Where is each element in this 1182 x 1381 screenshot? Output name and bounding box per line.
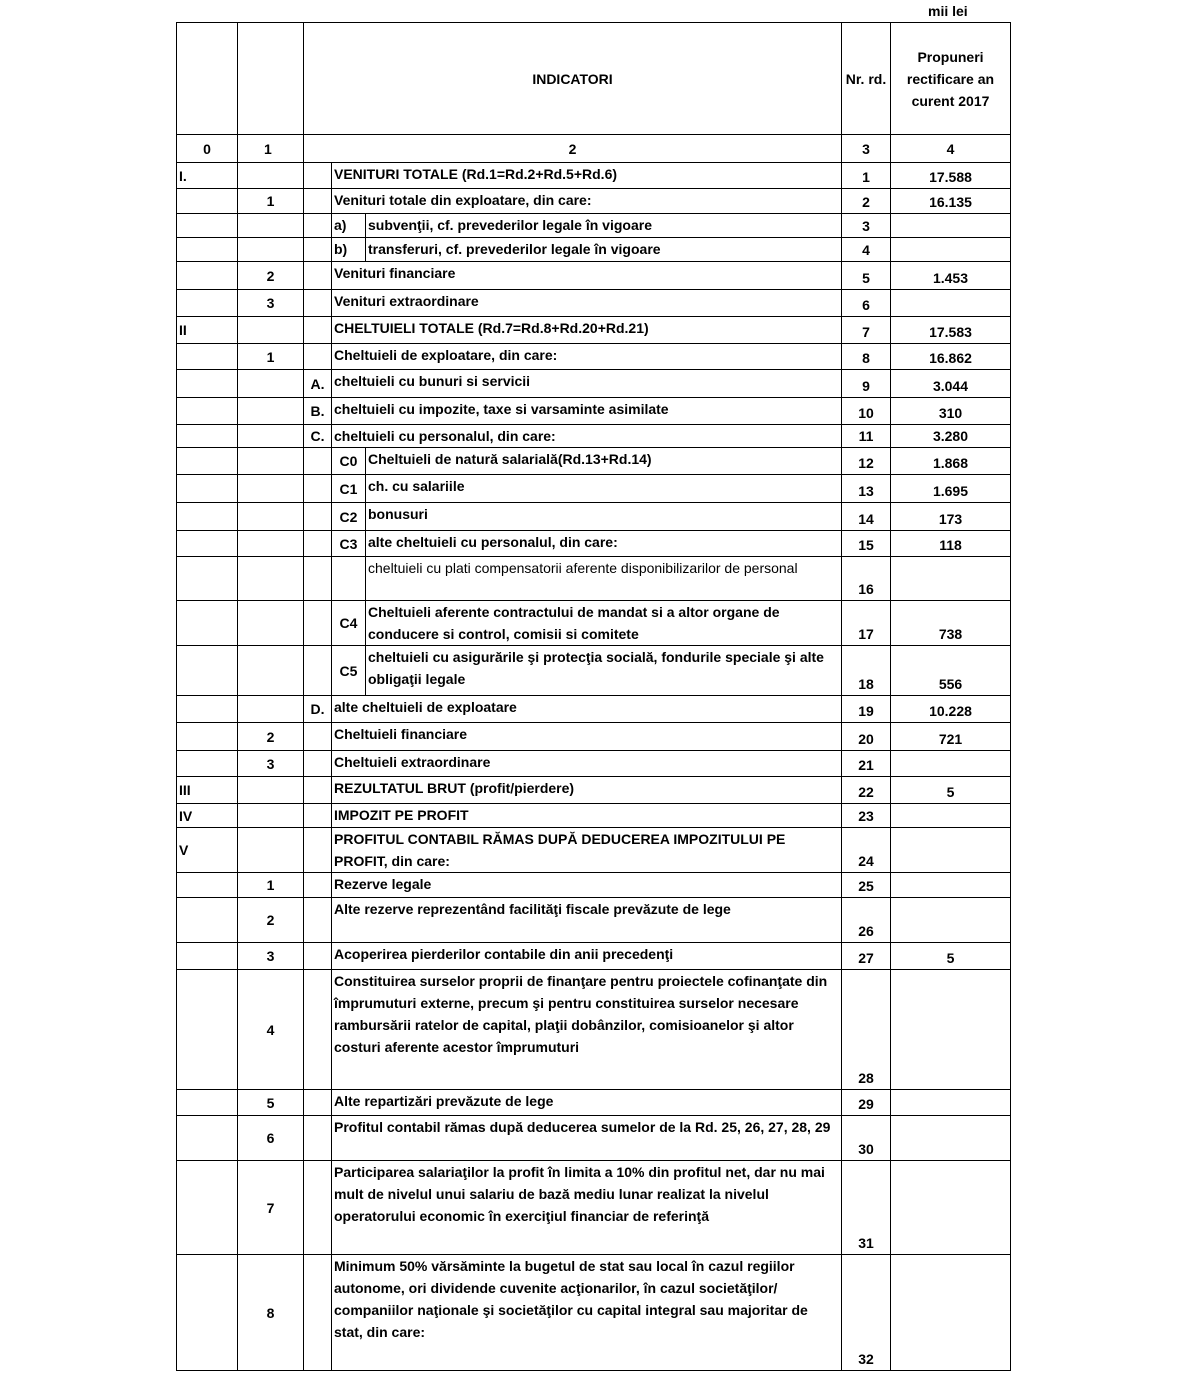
row-number: 15: [842, 531, 891, 557]
row-subsection: [238, 475, 304, 503]
budget-table: [176, 22, 1011, 1371]
row-subsection: 1: [238, 189, 304, 214]
row-section: [177, 646, 238, 696]
table-row: [177, 398, 1011, 425]
row-number: 30: [842, 1116, 891, 1161]
table-row: [177, 262, 1011, 290]
table-row: [177, 751, 1011, 777]
row-number: 27: [842, 943, 891, 970]
row-section: [177, 448, 238, 475]
row-number: 11: [842, 425, 891, 448]
header-row: [177, 23, 1011, 135]
row-empty: [304, 804, 332, 828]
row-value: 1.868: [891, 448, 1011, 475]
row-value: 556: [891, 646, 1011, 696]
row-empty: [304, 873, 332, 898]
row-indicator: IMPOZIT PE PROFIT: [332, 804, 842, 828]
table-row: [177, 1255, 1011, 1371]
row-value: 5: [891, 777, 1011, 804]
row-value: [891, 898, 1011, 943]
row-indicator: Alte rezerve reprezentând facilităţi fiscale prevăzute de lege: [332, 898, 842, 943]
row-number: 17: [842, 601, 891, 646]
header-indicatori: INDICATORI: [304, 23, 842, 135]
row-code: C2: [332, 503, 366, 531]
row-number: 13: [842, 475, 891, 503]
row-value: [891, 804, 1011, 828]
table-row: [177, 503, 1011, 531]
row-section: [177, 503, 238, 531]
row-code: C5: [332, 646, 366, 696]
row-value: 738: [891, 601, 1011, 646]
row-indicator: Minimum 50% vărsăminte la bugetul de stat sau local în cazul regiilor autonome, ori dividende cuvenite acţionarilor, în cazul societăţilor/ companiilor naţionale şi societăţilor cu capital integral sau majoritar de stat, din care:: [332, 1255, 842, 1371]
row-subsection: [238, 503, 304, 531]
row-number: 7: [842, 317, 891, 344]
row-code: C3: [332, 531, 366, 557]
row-indicator: cheltuieli cu bunuri si servicii: [332, 370, 842, 398]
row-empty: [304, 262, 332, 290]
col-index-3: 3: [842, 135, 891, 163]
row-empty: [304, 828, 332, 873]
row-value: 173: [891, 503, 1011, 531]
row-value: [891, 1161, 1011, 1255]
row-empty: [304, 1090, 332, 1116]
row-subsection: 4: [238, 970, 304, 1090]
row-section: I.: [177, 163, 238, 189]
table-row: [177, 163, 1011, 189]
row-indicator: VENITURI TOTALE (Rd.1=Rd.2+Rd.5+Rd.6): [332, 163, 842, 189]
row-value: 1.695: [891, 475, 1011, 503]
row-empty: [304, 344, 332, 370]
table-row: [177, 646, 1011, 696]
row-letter: [304, 503, 332, 531]
row-value: [891, 238, 1011, 262]
row-number: 28: [842, 970, 891, 1090]
row-subsection: [238, 238, 304, 262]
row-empty: [304, 751, 332, 777]
row-section: IV: [177, 804, 238, 828]
table-row: [177, 290, 1011, 317]
column-index-row: [177, 135, 1011, 163]
row-indicator: alte cheltuieli cu personalul, din care:: [366, 531, 842, 557]
col-index-1: 1: [238, 135, 304, 163]
col-index-4: 4: [891, 135, 1011, 163]
row-indicator: Cheltuieli extraordinare: [332, 751, 842, 777]
col-index-2: 2: [304, 135, 842, 163]
row-value: 1.453: [891, 262, 1011, 290]
row-value: 3.280: [891, 425, 1011, 448]
row-subsection: [238, 398, 304, 425]
row-indicator: Venituri totale din exploatare, din care:: [332, 189, 842, 214]
row-number: 6: [842, 290, 891, 317]
row-letter: [304, 646, 332, 696]
row-value: 17.583: [891, 317, 1011, 344]
row-value: [891, 1255, 1011, 1371]
row-subsection: 3: [238, 943, 304, 970]
table-row: [177, 1161, 1011, 1255]
row-indicator: CHELTUIELI TOTALE (Rd.7=Rd.8+Rd.20+Rd.21): [332, 317, 842, 344]
row-section: [177, 1090, 238, 1116]
row-section: [177, 751, 238, 777]
row-number: 4: [842, 238, 891, 262]
row-empty: [304, 317, 332, 344]
row-subsection: [238, 646, 304, 696]
row-section: [177, 214, 238, 238]
row-value: [891, 828, 1011, 873]
row-subsection: [238, 317, 304, 344]
row-letter: [304, 475, 332, 503]
row-subsection: [238, 214, 304, 238]
row-empty: [304, 943, 332, 970]
row-subsection: [238, 370, 304, 398]
row-number: 14: [842, 503, 891, 531]
row-number: 31: [842, 1161, 891, 1255]
row-value: [891, 970, 1011, 1090]
table-row: [177, 317, 1011, 344]
row-value: 16.135: [891, 189, 1011, 214]
row-number: 25: [842, 873, 891, 898]
row-section: [177, 238, 238, 262]
row-section: [177, 370, 238, 398]
row-section: [177, 189, 238, 214]
row-letter: A.: [304, 370, 332, 398]
row-empty: [304, 214, 332, 238]
row-number: 12: [842, 448, 891, 475]
row-indicator: cheltuieli cu asigurările şi protecţia socială, fondurile speciale şi alte obligaţii legale: [366, 646, 842, 696]
row-section: [177, 475, 238, 503]
row-indicator: Venituri financiare: [332, 262, 842, 290]
row-value: 721: [891, 723, 1011, 751]
row-empty: [304, 290, 332, 317]
header-nr-rd: Nr. rd.: [842, 23, 891, 135]
table-row: [177, 1090, 1011, 1116]
row-empty: [304, 1161, 332, 1255]
row-number: 2: [842, 189, 891, 214]
row-subsection: 8: [238, 1255, 304, 1371]
row-letter: b): [332, 238, 366, 262]
row-section: [177, 290, 238, 317]
row-subsection: [238, 777, 304, 804]
row-section: [177, 1116, 238, 1161]
row-section: [177, 262, 238, 290]
row-subsection: [238, 448, 304, 475]
row-indicator: transferuri, cf. prevederilor legale în vigoare: [366, 238, 842, 262]
table-row: [177, 344, 1011, 370]
table-row: [177, 238, 1011, 262]
row-indicator: Acoperirea pierderilor contabile din anii precedenţi: [332, 943, 842, 970]
row-empty: [304, 189, 332, 214]
row-section: [177, 898, 238, 943]
row-code: C1: [332, 475, 366, 503]
row-indicator: Participarea salariaţilor la profit în limita a 10% din profitul net, dar nu mai mult de nivelul unui salariu de bază mediu lunar realizat la nivelul operatorului economic în exerciţiul financiar de referinţă: [332, 1161, 842, 1255]
row-indicator: PROFITUL CONTABIL RĂMAS DUPĂ DEDUCEREA IMPOZITULUI PE PROFIT, din care:: [332, 828, 842, 873]
row-number: 26: [842, 898, 891, 943]
row-section: [177, 398, 238, 425]
row-indicator: Cheltuieli de exploatare, din care:: [332, 344, 842, 370]
row-number: 21: [842, 751, 891, 777]
row-indicator: cheltuieli cu impozite, taxe si varsaminte asimilate: [332, 398, 842, 425]
row-empty: [304, 163, 332, 189]
row-subsection: 2: [238, 723, 304, 751]
table-row: [177, 696, 1011, 723]
row-subsection: 3: [238, 290, 304, 317]
row-indicator: Rezerve legale: [332, 873, 842, 898]
row-number: 32: [842, 1255, 891, 1371]
row-subsection: [238, 425, 304, 448]
row-number: 3: [842, 214, 891, 238]
row-value: [891, 557, 1011, 601]
row-number: 20: [842, 723, 891, 751]
table-row: [177, 1116, 1011, 1161]
row-section: [177, 1255, 238, 1371]
table-row: [177, 723, 1011, 751]
row-value: [891, 1116, 1011, 1161]
row-number: 29: [842, 1090, 891, 1116]
table-row: [177, 370, 1011, 398]
row-subsection: [238, 696, 304, 723]
row-subsection: [238, 804, 304, 828]
row-number: 16: [842, 557, 891, 601]
row-letter: B.: [304, 398, 332, 425]
row-empty: [304, 1255, 332, 1371]
row-section: [177, 557, 238, 601]
row-section: III: [177, 777, 238, 804]
table-row: [177, 601, 1011, 646]
table-row: [177, 943, 1011, 970]
row-indicator: alte cheltuieli de exploatare: [332, 696, 842, 723]
row-section: [177, 425, 238, 448]
row-indicator: bonusuri: [366, 503, 842, 531]
row-indicator: Cheltuieli de natură salarială(Rd.13+Rd.14): [366, 448, 842, 475]
table-row: [177, 189, 1011, 214]
row-indicator: Cheltuieli aferente contractului de mandat si a altor organe de conducere si control, comisii si comitete: [366, 601, 842, 646]
row-section: [177, 531, 238, 557]
row-code: C4: [332, 601, 366, 646]
row-indicator: cheltuieli cu plati compensatorii aferente disponibilizarilor de personal: [366, 557, 842, 601]
row-empty: [304, 1116, 332, 1161]
row-letter: [304, 448, 332, 475]
col-index-0: 0: [177, 135, 238, 163]
row-subsection: [238, 531, 304, 557]
row-section: [177, 696, 238, 723]
row-value: [891, 1090, 1011, 1116]
row-section: [177, 873, 238, 898]
row-section: [177, 601, 238, 646]
row-subsection: [238, 557, 304, 601]
row-code: [332, 557, 366, 601]
row-number: 10: [842, 398, 891, 425]
table-row: [177, 777, 1011, 804]
row-indicator: REZULTATUL BRUT (profit/pierdere): [332, 777, 842, 804]
row-subsection: 5: [238, 1090, 304, 1116]
table-row: [177, 448, 1011, 475]
row-value: [891, 290, 1011, 317]
table-row: [177, 898, 1011, 943]
row-indicator: ch. cu salariile: [366, 475, 842, 503]
row-subsection: 7: [238, 1161, 304, 1255]
row-number: 8: [842, 344, 891, 370]
row-indicator: Alte repartizări prevăzute de lege: [332, 1090, 842, 1116]
row-value: 3.044: [891, 370, 1011, 398]
row-letter: D.: [304, 696, 332, 723]
row-number: 1: [842, 163, 891, 189]
row-number: 22: [842, 777, 891, 804]
row-letter: [304, 601, 332, 646]
row-section: V: [177, 828, 238, 873]
table-row: [177, 531, 1011, 557]
row-section: [177, 943, 238, 970]
row-number: 5: [842, 262, 891, 290]
row-empty: [304, 238, 332, 262]
row-letter: a): [332, 214, 366, 238]
row-number: 23: [842, 804, 891, 828]
table-row: [177, 828, 1011, 873]
row-value: 16.862: [891, 344, 1011, 370]
row-subsection: [238, 163, 304, 189]
row-indicator: Venituri extraordinare: [332, 290, 842, 317]
row-empty: [304, 723, 332, 751]
row-subsection: [238, 828, 304, 873]
row-subsection: 6: [238, 1116, 304, 1161]
row-code: C0: [332, 448, 366, 475]
row-subsection: 1: [238, 873, 304, 898]
row-value: [891, 214, 1011, 238]
row-value: 10.228: [891, 696, 1011, 723]
row-section: [177, 723, 238, 751]
row-number: 24: [842, 828, 891, 873]
table-row: [177, 970, 1011, 1090]
row-letter: [304, 557, 332, 601]
row-section: [177, 970, 238, 1090]
row-section: [177, 1161, 238, 1255]
row-subsection: [238, 601, 304, 646]
row-indicator: Cheltuieli financiare: [332, 723, 842, 751]
table-row: [177, 214, 1011, 238]
row-empty: [304, 898, 332, 943]
row-subsection: 3: [238, 751, 304, 777]
table-row: [177, 475, 1011, 503]
row-value: 5: [891, 943, 1011, 970]
row-number: 19: [842, 696, 891, 723]
row-subsection: 2: [238, 262, 304, 290]
row-value: 17.588: [891, 163, 1011, 189]
row-indicator: subvenţii, cf. prevederilor legale în vigoare: [366, 214, 842, 238]
row-number: 18: [842, 646, 891, 696]
table-row: [177, 425, 1011, 448]
row-indicator: cheltuieli cu personalul, din care:: [332, 425, 842, 448]
row-number: 9: [842, 370, 891, 398]
row-subsection: 2: [238, 898, 304, 943]
table-row: [177, 804, 1011, 828]
row-subsection: 1: [238, 344, 304, 370]
unit-label: mii lei: [928, 3, 968, 19]
row-letter: C.: [304, 425, 332, 448]
header-propuneri: Propuneri rectificare an curent 2017: [891, 23, 1011, 135]
row-value: [891, 873, 1011, 898]
table-row: [177, 873, 1011, 898]
row-section: II: [177, 317, 238, 344]
row-value: [891, 751, 1011, 777]
row-indicator: Constituirea surselor proprii de finanţare pentru proiectele cofinanţate din împrumuturi externe, precum şi pentru constituirea surselor necesare rambursării ratelor de capital, plaţii dobânzilor, comisioanelor şi altor costuri aferente acestor împrumuturi: [332, 970, 842, 1090]
row-section: [177, 344, 238, 370]
row-empty: [304, 777, 332, 804]
row-value: 118: [891, 531, 1011, 557]
row-indicator: Profitul contabil rămas după deducerea sumelor de la Rd. 25, 26, 27, 28, 29: [332, 1116, 842, 1161]
row-value: 310: [891, 398, 1011, 425]
row-letter: [304, 531, 332, 557]
table-row: [177, 557, 1011, 601]
row-empty: [304, 970, 332, 1090]
